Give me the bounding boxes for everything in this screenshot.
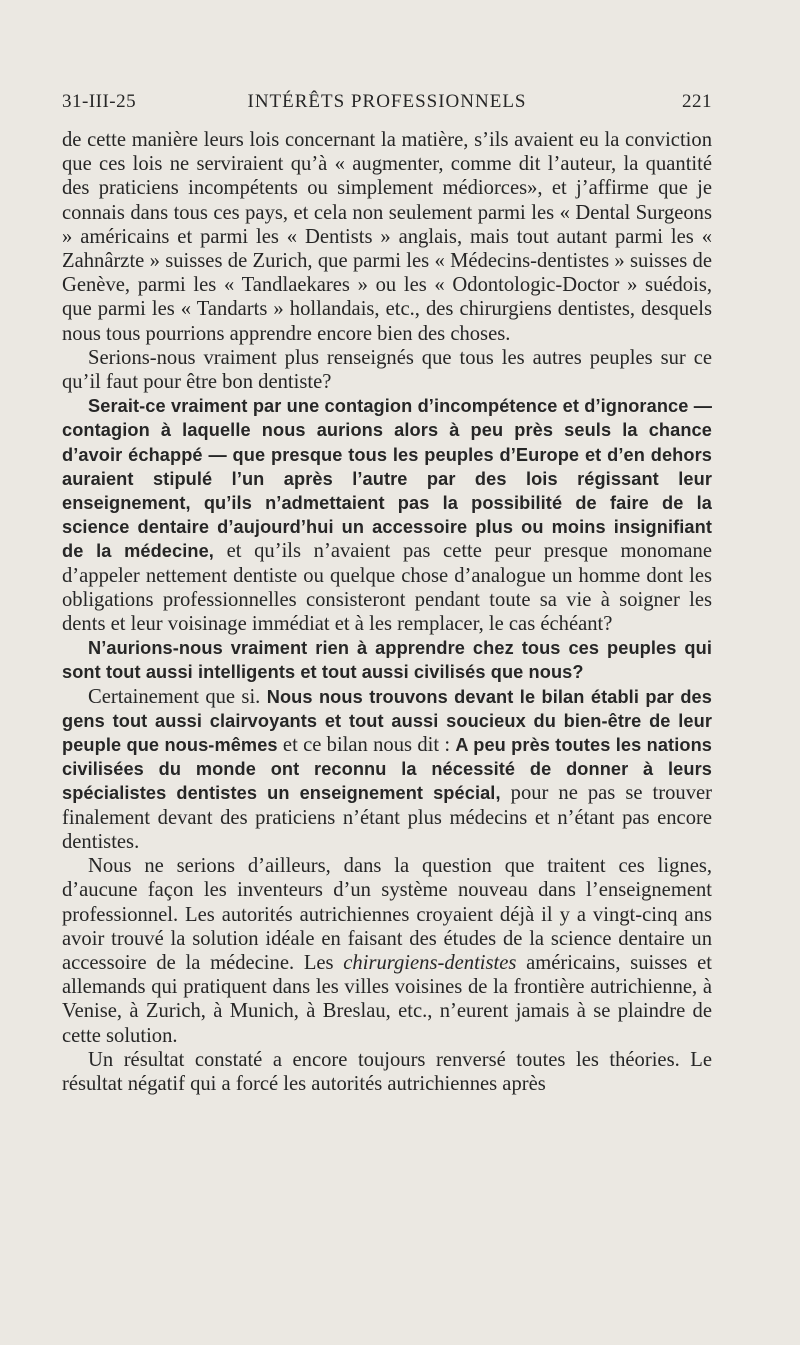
paragraph-1: de cette manière leurs lois concernant la matière, s’ils avaient eu la conviction que ces lois ne serviraient qu’à « augmenter, comme dit l’auteur, la quantité des praticiens incompétents ou simplement médiorces», et j’affirme que je connais dans tous ces pays, et cela non seulement parmi les « Dental Surgeons » américains et parmi les « Dentists » anglais, mais tout autant parmi les « Zahnârzte » suisses de Zurich, que parmi les « Médecins-dentistes » suisses de Genève, parmi les « Tandlaekares » ou les « Odontologic-Doctor » suédois, que parmi les « Tandarts » hollandais, etc., des chirurgiens dentistes, desquels nous tous pourrions apprendre encore bien des choses.	[62, 129, 712, 345]
page-number: 221	[682, 91, 712, 112]
paragraph-5-bold-d: A peu près toutes les nations civilisées du monde ont reconnu la nécessité de donner à leurs spécialistes dentistes un enseignement spécial,	[62, 735, 713, 804]
paragraph-6	[62, 854, 712, 1048]
header-title: INTÉRÊTS PROFESSIONNELS	[247, 91, 527, 112]
paragraph-6-italic: chirurgiens-dentistes	[343, 951, 517, 974]
paragraph-7: Un résultat constaté a encore toujours renversé toutes les théories. Le résultat négatif qui a forcé les autorités autrichiennes après	[62, 1048, 712, 1095]
paragraph-5-text-c: et ce bilan nous dit :	[277, 734, 456, 757]
header-date: 31-III-25	[62, 91, 137, 112]
paragraph-3	[62, 394, 712, 636]
running-header	[62, 91, 712, 121]
paragraph-5	[62, 685, 712, 854]
paragraph-3-bold-text: Serait-ce vraiment par une contagion d’incompétence et d’ignorance — contagion à laquelle nous aurions alors à peu près seuls la chance d’avoir échappé — que presque tous les peuples d’Europe et d’en dehors auraient stipulé l’un après l’autre par des lois régissant leur enseignement, qu’ils n’admettaient pas la possibilité de faire de la science dentaire d’aujourd’hui un accessoire plus ou moins insignifiant de la médecine,	[62, 396, 712, 562]
paragraph-3-text: et qu’ils n’avaient pas cette peur presque monomane d’appeler nettement dentiste ou quelque chose d’analogue un homme dont les obligations professionnelles consisteront pendant toute sa vie à soigner les dents et leur voisinage immédiat et à les remplacer, le cas échéant?	[62, 540, 712, 636]
paragraph-6-text-b: américains, suisses et allemands qui pratiquent dans les villes voisines de la frontière autrichienne, à Venise, à Zurich, à Munich, à Breslau, etc., n’eurent jamais à se plaindre de cette solution.	[62, 951, 712, 1047]
paragraph-4	[62, 636, 712, 684]
paragraph-2: Serions-nous vraiment plus renseignés que tous les autres peuples sur ce qu’il faut pour être bon dentiste?	[62, 346, 712, 394]
paragraph-5-text-a: Certainement que si.	[88, 685, 267, 708]
page-body	[62, 128, 712, 1096]
paragraph-4-bold-text: N’aurions-nous vraiment rien à apprendre chez tous ces peuples qui sont tout aussi intelligents et tout aussi civilisés que nous?	[62, 638, 712, 683]
paragraph-5-text-e: pour ne pas se trouver finalement devant des praticiens n’étant plus médecins et n’étant pas encore dentistes.	[62, 782, 712, 853]
paragraph-5-bold-b: Nous nous trouvons devant le bilan établi par des gens tout aussi clairvoyants et tout aussi soucieux du bien-être de leur peuple que nous-mêmes	[62, 686, 712, 756]
paragraph-6-text-a: Nous ne serions d’ailleurs, dans la question que traitent ces lignes, d’aucune façon les inventeurs d’un système nouveau dans l’enseignement professionnel. Les autorités autrichiennes croyaient déjà il y a vingt-cinq ans avoir trouvé la solution idéale en faisant des études de la science dentaire un accessoire de la médecine. Les	[62, 855, 712, 974]
